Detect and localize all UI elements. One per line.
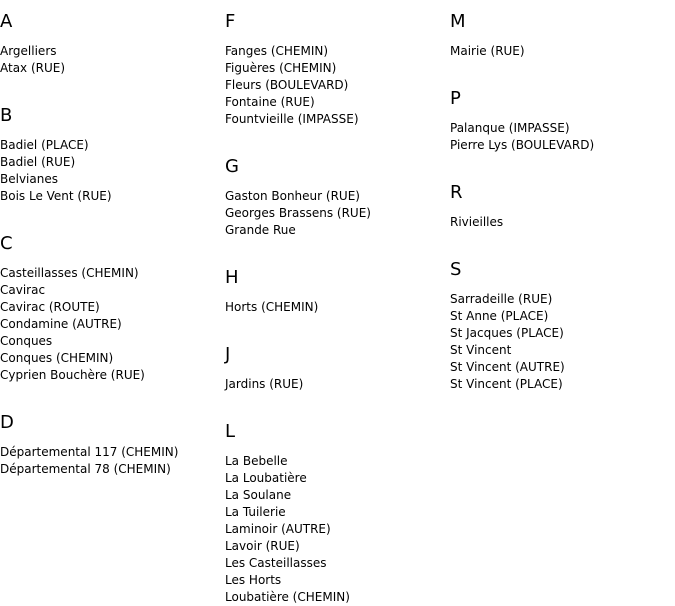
street-link[interactable]: Départemental 117 (CHEMIN) — [0, 445, 179, 459]
street-link[interactable]: Sarradeille (RUE) — [450, 292, 553, 306]
street-list-item — [450, 342, 675, 359]
street-link[interactable]: Les Horts — [225, 573, 282, 587]
street-column-3 — [450, 0, 675, 393]
street-list-item — [450, 359, 675, 376]
street-list-item — [0, 444, 225, 461]
street-list-item — [225, 222, 450, 239]
street-list-item — [225, 470, 450, 487]
street-link[interactable]: Jardins (RUE) — [225, 377, 304, 391]
letter-section — [0, 0, 225, 77]
street-link[interactable]: St Vincent (PLACE) — [450, 377, 563, 391]
street-link[interactable]: St Jacques (PLACE) — [450, 326, 564, 340]
letter-section — [225, 333, 450, 393]
street-list — [225, 299, 450, 316]
street-list-item — [0, 43, 225, 60]
section-letter-heading: C — [0, 233, 13, 254]
street-list-item — [450, 43, 675, 60]
street-link[interactable]: La Bebelle — [225, 454, 288, 468]
street-list-item — [0, 333, 225, 350]
street-link[interactable]: Les Casteillasses — [225, 556, 327, 570]
street-link[interactable]: Départemental 78 (CHEMIN) — [0, 462, 171, 476]
street-link[interactable]: Cyprien Bouchère (RUE) — [0, 368, 145, 382]
street-list-item — [225, 376, 450, 393]
street-list-item — [0, 171, 225, 188]
street-link[interactable]: St Vincent (AUTRE) — [450, 360, 565, 374]
section-letter-heading: R — [450, 182, 463, 203]
street-list-item — [225, 487, 450, 504]
street-list-item — [225, 111, 450, 128]
street-list-item — [450, 376, 675, 393]
street-list — [0, 43, 225, 77]
street-link[interactable]: La Loubatière — [225, 471, 307, 485]
letter-section — [450, 171, 675, 231]
street-list-item — [0, 316, 225, 333]
street-list-item — [0, 367, 225, 384]
street-link[interactable]: Cavirac — [0, 283, 46, 297]
street-list — [225, 43, 450, 128]
street-link[interactable]: Gaston Bonheur (RUE) — [225, 189, 360, 203]
street-link[interactable]: Mairie (RUE) — [450, 44, 525, 58]
street-link[interactable]: Bois Le Vent (RUE) — [0, 189, 112, 203]
section-letter-heading: L — [225, 421, 236, 442]
street-list-item — [225, 555, 450, 572]
street-link[interactable]: Figuères (CHEMIN) — [225, 61, 337, 75]
street-link[interactable]: Fleurs (BOULEVARD) — [225, 78, 349, 92]
street-link[interactable]: Georges Brassens (RUE) — [225, 206, 371, 220]
street-list-item — [225, 504, 450, 521]
street-link[interactable]: Loubatière (CHEMIN) — [225, 590, 350, 604]
street-link[interactable]: Argelliers — [0, 44, 57, 58]
street-link[interactable]: Conques — [0, 334, 53, 348]
street-list-item — [450, 308, 675, 325]
street-list-item — [225, 43, 450, 60]
street-link[interactable]: La Soulane — [225, 488, 292, 502]
street-link[interactable]: Cavirac (ROUTE) — [0, 300, 100, 314]
street-list-item — [0, 282, 225, 299]
street-list-item — [225, 299, 450, 316]
street-list — [0, 444, 225, 478]
street-list-item — [450, 325, 675, 342]
letter-section — [450, 0, 675, 60]
street-list-item — [450, 291, 675, 308]
street-list-item — [225, 572, 450, 589]
street-list — [0, 137, 225, 205]
street-link[interactable]: Fountvieille (IMPASSE) — [225, 112, 359, 126]
street-list — [450, 214, 675, 231]
street-list-item — [0, 188, 225, 205]
street-link[interactable]: Fanges (CHEMIN) — [225, 44, 329, 58]
street-list-item — [225, 77, 450, 94]
section-letter-heading: B — [0, 105, 13, 126]
street-list-item — [225, 94, 450, 111]
street-list-item — [450, 120, 675, 137]
street-list-item — [225, 538, 450, 555]
street-link[interactable]: Fontaine (RUE) — [225, 95, 315, 109]
letter-section — [450, 77, 675, 154]
section-letter-heading: A — [0, 11, 13, 32]
letter-section — [0, 94, 225, 205]
section-letter-heading: J — [225, 344, 231, 365]
street-link[interactable]: Rivieilles — [450, 215, 504, 229]
street-list — [225, 376, 450, 393]
street-list-item — [0, 299, 225, 316]
street-column-2 — [225, 0, 450, 606]
street-link[interactable]: Atax (RUE) — [0, 61, 66, 75]
street-link[interactable]: Conques (CHEMIN) — [0, 351, 114, 365]
section-letter-heading: G — [225, 156, 239, 177]
street-link[interactable]: St Anne (PLACE) — [450, 309, 549, 323]
section-letter-heading: H — [225, 267, 239, 288]
street-list — [225, 453, 450, 606]
letter-section — [225, 410, 450, 606]
street-list-item — [225, 589, 450, 606]
street-link[interactable]: St Vincent — [450, 343, 512, 357]
street-list-item — [0, 461, 225, 478]
street-list — [450, 120, 675, 154]
street-list-item — [225, 521, 450, 538]
street-list — [450, 291, 675, 393]
street-list-item — [0, 265, 225, 282]
street-link[interactable]: Badiel (PLACE) — [0, 138, 89, 152]
section-letter-heading: D — [0, 412, 14, 433]
letter-section — [225, 145, 450, 239]
street-list-item — [450, 137, 675, 154]
street-list — [0, 265, 225, 384]
street-link[interactable]: Horts (CHEMIN) — [225, 300, 319, 314]
section-letter-heading: M — [450, 11, 466, 32]
street-list — [225, 188, 450, 239]
street-column-1 — [0, 0, 225, 478]
street-link[interactable]: Grande Rue — [225, 223, 296, 237]
street-link[interactable]: La Tuilerie — [225, 505, 286, 519]
street-link[interactable]: Casteillasses (CHEMIN) — [0, 266, 139, 280]
street-list-item — [225, 60, 450, 77]
street-link[interactable]: Palanque (IMPASSE) — [450, 121, 570, 135]
letter-section — [450, 248, 675, 393]
letter-section — [225, 0, 450, 128]
street-list-item — [0, 60, 225, 77]
section-letter-heading: S — [450, 259, 462, 280]
street-link[interactable]: Condamine (AUTRE) — [0, 317, 122, 331]
section-letter-heading: F — [225, 11, 236, 32]
street-link[interactable]: Laminoir (AUTRE) — [225, 522, 331, 536]
street-list-item — [225, 205, 450, 222]
street-list-item — [0, 154, 225, 171]
section-letter-heading: P — [450, 88, 461, 109]
letter-section — [225, 256, 450, 316]
street-link[interactable]: Badiel (RUE) — [0, 155, 76, 169]
street-list-item — [450, 214, 675, 231]
street-link[interactable]: Pierre Lys (BOULEVARD) — [450, 138, 595, 152]
street-list-item — [0, 137, 225, 154]
street-link[interactable]: Lavoir (RUE) — [225, 539, 300, 553]
street-list — [450, 43, 675, 60]
street-link[interactable]: Belvianes — [0, 172, 58, 186]
street-list-item — [0, 350, 225, 367]
street-list-item — [225, 188, 450, 205]
letter-section — [0, 222, 225, 384]
letter-section — [0, 401, 225, 478]
street-list-item — [225, 453, 450, 470]
